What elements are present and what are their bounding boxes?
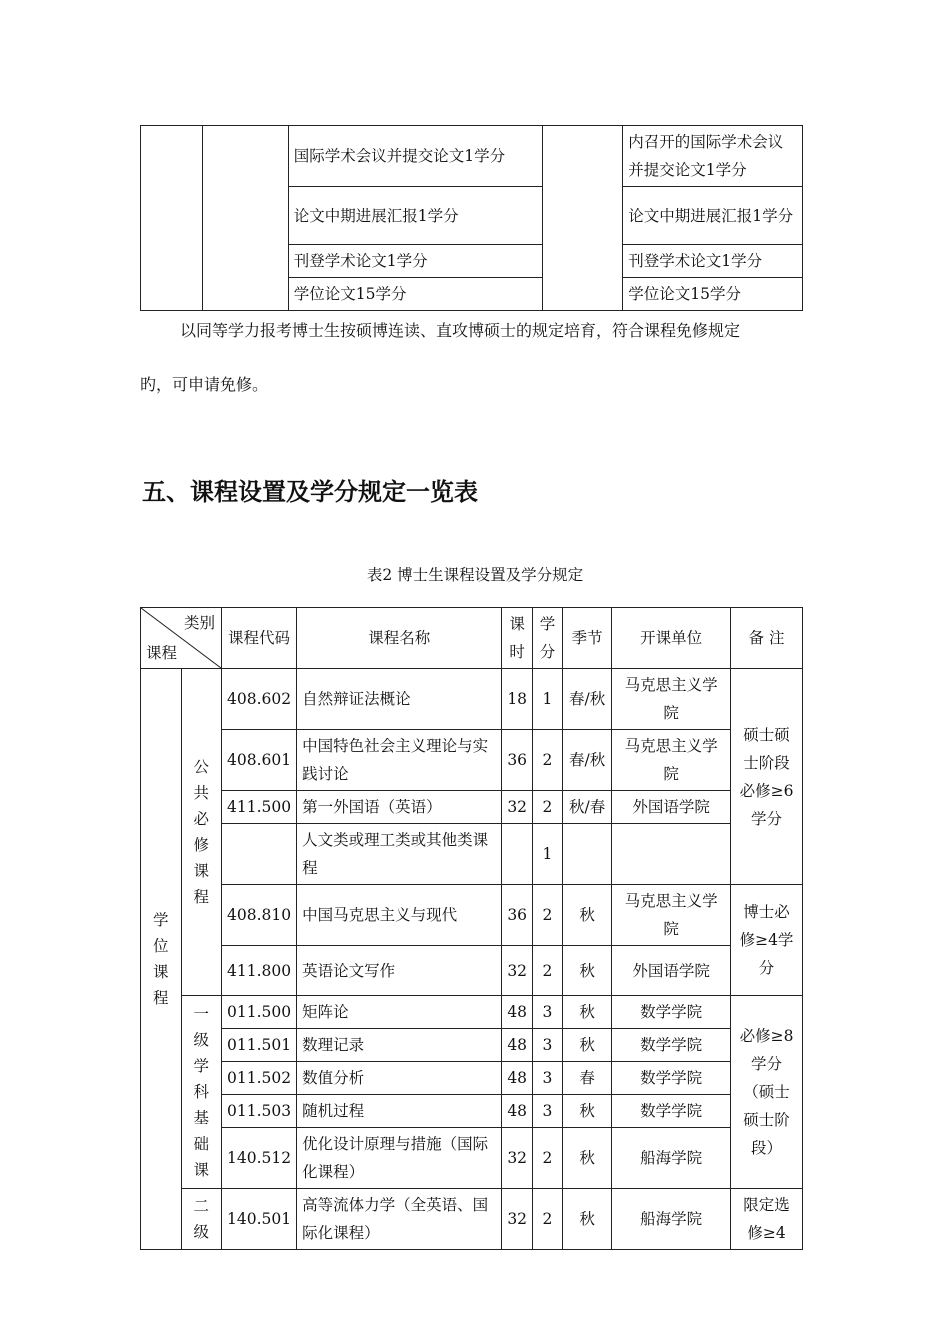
course-name: 自然辩证法概论 (297, 669, 502, 730)
course-season: 春/秋 (562, 669, 611, 730)
table-cell: 论文中期进展汇报1学分 (288, 187, 543, 245)
course-season: 秋 (562, 885, 611, 946)
course-credits: 3 (533, 1095, 563, 1128)
body-paragraph-continuation: 旳，可申请免修。 (140, 375, 269, 394)
sub-level2: 二级 (181, 1189, 222, 1250)
course-hours: 48 (502, 1029, 533, 1062)
header-category-bottom: 课程 (146, 644, 178, 662)
course-unit: 马克思主义学院 (612, 669, 731, 730)
table-row (141, 730, 803, 791)
sub-public-required: 公共必修课程 (181, 669, 222, 996)
table-row (141, 824, 803, 885)
table-row (141, 1189, 803, 1250)
course-name: 随机过程 (297, 1095, 502, 1128)
course-name: 矩阵论 (297, 996, 502, 1029)
table-caption: 表2 博士生课程设置及学分规定 (366, 566, 584, 584)
table-cell-empty (141, 126, 203, 311)
group-degree-course: 学位课程 (141, 669, 182, 1250)
course-hours: 32 (502, 791, 533, 824)
course-hours: 48 (502, 1095, 533, 1128)
course-hours: 32 (502, 1128, 533, 1189)
table-row (141, 946, 803, 996)
header-code: 课程代码 (222, 608, 297, 669)
course-season: 秋 (562, 1189, 611, 1250)
table-row (141, 1128, 803, 1189)
course-code: 411.500 (222, 791, 297, 824)
body-paragraph: 以同等学力报考博士生按硕博连读、直攻博硕士的规定培育，符合课程免修规定 (180, 321, 741, 340)
course-code: 011.502 (222, 1062, 297, 1095)
course-unit (612, 824, 731, 885)
course-season: 秋 (562, 946, 611, 996)
table-row (141, 1029, 803, 1062)
course-unit: 马克思主义学院 (612, 885, 731, 946)
course-unit: 马克思主义学院 (612, 730, 731, 791)
table-cell: 学位论文15学分 (288, 278, 543, 311)
course-credits: 2 (533, 791, 563, 824)
header-category-diagonal (141, 608, 222, 669)
table-row (141, 669, 803, 730)
course-code (222, 824, 297, 885)
note-cell: 限定选修≥4 (731, 1189, 803, 1250)
course-credits: 2 (533, 885, 563, 946)
course-code: 011.503 (222, 1095, 297, 1128)
note-cell: 博士必修≥4学分 (731, 885, 803, 996)
course-code: 411.800 (222, 946, 297, 996)
course-credits: 2 (533, 1189, 563, 1250)
table-cell: 论文中期进展汇报1学分 (623, 187, 803, 245)
course-season: 春/秋 (562, 730, 611, 791)
course-hours (502, 824, 533, 885)
course-table (140, 607, 803, 1250)
course-season: 秋 (562, 996, 611, 1029)
course-season: 秋 (562, 1095, 611, 1128)
course-unit: 数学学院 (612, 1095, 731, 1128)
course-name: 英语论文写作 (297, 946, 502, 996)
course-code: 140.512 (222, 1128, 297, 1189)
course-unit: 数学学院 (612, 1062, 731, 1095)
course-unit: 船海学院 (612, 1128, 731, 1189)
course-name: 中国特色社会主义理论与实践讨论 (297, 730, 502, 791)
sub-level1-basic: 一级学科基础课 (181, 996, 222, 1189)
table-cell-empty (543, 126, 623, 311)
course-unit: 外国语学院 (612, 791, 731, 824)
table-row (141, 885, 803, 946)
course-code: 408.602 (222, 669, 297, 730)
table-row (141, 1062, 803, 1095)
course-name: 优化设计原理与措施（国际化课程） (297, 1128, 502, 1189)
course-hours: 48 (502, 1062, 533, 1095)
header-category-top: 类别 (183, 614, 215, 632)
course-credits: 1 (533, 669, 563, 730)
table-cell: 刊登学术论文1学分 (288, 245, 543, 278)
course-unit: 外国语学院 (612, 946, 731, 996)
course-unit: 数学学院 (612, 996, 731, 1029)
course-name: 人文类或理工类或其他类课程 (297, 824, 502, 885)
course-hours: 18 (502, 669, 533, 730)
table-row (141, 996, 803, 1029)
section-heading: 五、课程设置及学分规定一览表 (142, 478, 478, 506)
course-season: 秋 (562, 1029, 611, 1062)
table-cell: 刊登学术论文1学分 (623, 245, 803, 278)
course-season: 秋 (562, 1128, 611, 1189)
header-hours: 课时 (502, 608, 533, 669)
course-season: 秋/春 (562, 791, 611, 824)
course-name: 第一外国语（英语） (297, 791, 502, 824)
header-credits: 学分 (533, 608, 563, 669)
table-cell: 国际学术会议并提交论文1学分 (288, 126, 543, 187)
course-name: 数理记录 (297, 1029, 502, 1062)
course-name: 数值分析 (297, 1062, 502, 1095)
previous-table-continuation (140, 125, 803, 311)
course-hours: 36 (502, 885, 533, 946)
course-name: 中国马克思主义与现代 (297, 885, 502, 946)
course-hours: 48 (502, 996, 533, 1029)
course-code: 408.601 (222, 730, 297, 791)
course-hours: 32 (502, 1189, 533, 1250)
course-credits: 3 (533, 1029, 563, 1062)
table-cell: 学位论文15学分 (623, 278, 803, 311)
course-code: 408.810 (222, 885, 297, 946)
table-cell: 内召开的国际学术会议并提交论文1学分 (623, 126, 803, 187)
header-name: 课程名称 (297, 608, 502, 669)
course-credits: 3 (533, 996, 563, 1029)
note-cell: 必修≥8学分（硕士硕士阶段） (731, 996, 803, 1189)
course-credits: 3 (533, 1062, 563, 1095)
course-season: 春 (562, 1062, 611, 1095)
header-note: 备 注 (731, 608, 803, 669)
header-unit: 开课单位 (612, 608, 731, 669)
course-name: 高等流体力学（全英语、国际化课程） (297, 1189, 502, 1250)
course-code: 011.501 (222, 1029, 297, 1062)
course-code: 011.500 (222, 996, 297, 1029)
table-header-row (141, 608, 803, 669)
course-credits: 1 (533, 824, 563, 885)
course-code: 140.501 (222, 1189, 297, 1250)
course-credits: 2 (533, 946, 563, 996)
course-unit: 船海学院 (612, 1189, 731, 1250)
course-hours: 36 (502, 730, 533, 791)
course-season (562, 824, 611, 885)
course-hours: 32 (502, 946, 533, 996)
course-credits: 2 (533, 730, 563, 791)
table-row (141, 1095, 803, 1128)
course-credits: 2 (533, 1128, 563, 1189)
table-cell-empty (202, 126, 288, 311)
table-row (141, 791, 803, 824)
course-unit: 数学学院 (612, 1029, 731, 1062)
note-cell: 硕士硕士阶段必修≥6学分 (731, 669, 803, 885)
header-season: 季节 (562, 608, 611, 669)
